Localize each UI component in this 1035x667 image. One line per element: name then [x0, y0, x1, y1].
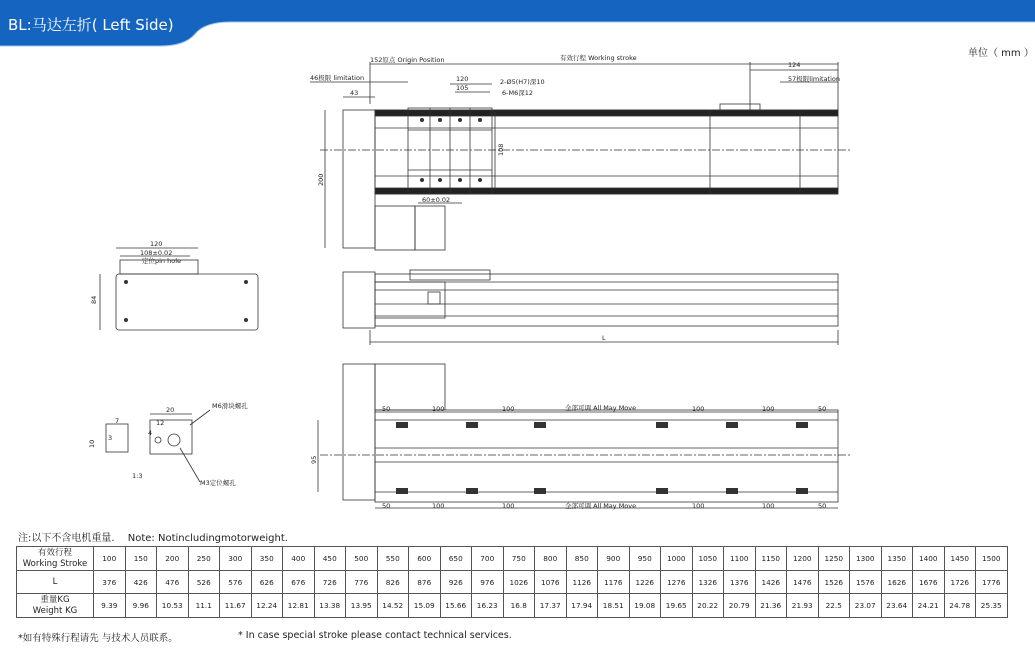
- cell-weight-21: 21.36: [755, 594, 787, 618]
- row-label-length: L: [17, 571, 94, 594]
- cell-weight-3: 11.1: [188, 594, 220, 618]
- cell-length-21: 1426: [755, 571, 787, 594]
- cell-weight-17: 19.08: [629, 594, 661, 618]
- carriage-pin-pitch: 108±0.02: [140, 249, 173, 257]
- cell-length-23: 1526: [818, 571, 850, 594]
- cell-weight-0: 9.39: [94, 594, 126, 618]
- dim-60: 60±0.02: [422, 196, 451, 204]
- cell-stroke-18: 1000: [661, 547, 693, 571]
- cell-length-22: 1476: [787, 571, 819, 594]
- cell-stroke-24: 1300: [850, 547, 882, 571]
- cell-weight-24: 23.07: [850, 594, 882, 618]
- cell-length-28: 1776: [976, 571, 1008, 594]
- cell-length-16: 1176: [598, 571, 630, 594]
- cell-weight-5: 12.24: [251, 594, 283, 618]
- cell-length-9: 826: [377, 571, 409, 594]
- table-row-stroke: [17, 547, 1008, 571]
- footer-cn: *如有特殊行程请先 与技术人员联系。: [18, 633, 178, 644]
- cell-length-11: 926: [440, 571, 472, 594]
- cell-weight-12: 16.23: [472, 594, 504, 618]
- spec-table: [16, 546, 1008, 618]
- cell-stroke-28: 1500: [976, 547, 1008, 571]
- cell-stroke-15: 850: [566, 547, 598, 571]
- cell-length-27: 1726: [944, 571, 976, 594]
- cell-length-17: 1226: [629, 571, 661, 594]
- cell-stroke-16: 900: [598, 547, 630, 571]
- cell-stroke-22: 1200: [787, 547, 819, 571]
- spacing-100-bottom-3: 100: [692, 502, 705, 510]
- page-title: BL:马达左折( Left Side): [8, 16, 174, 34]
- cell-stroke-12: 700: [472, 547, 504, 571]
- cell-stroke-17: 950: [629, 547, 661, 571]
- cell-weight-27: 24.78: [944, 594, 976, 618]
- cell-weight-14: 17.37: [535, 594, 567, 618]
- cell-weight-6: 12.81: [283, 594, 315, 618]
- nut-scale: 1:3: [132, 472, 143, 480]
- cell-length-7: 726: [314, 571, 346, 594]
- cell-length-26: 1676: [913, 571, 945, 594]
- nut-d7: 7: [115, 417, 120, 425]
- cell-weight-19: 20.22: [692, 594, 724, 618]
- cell-length-13: 1026: [503, 571, 535, 594]
- pin-note: 2-Ø5(H7)深10: [500, 78, 545, 86]
- dim-108: 108: [497, 143, 505, 156]
- cell-weight-7: 13.38: [314, 594, 346, 618]
- dim-43: 43: [350, 89, 359, 97]
- nut-m6-label: M6滑块螺孔: [212, 402, 248, 410]
- cell-length-8: 776: [346, 571, 378, 594]
- cell-weight-22: 21.93: [787, 594, 819, 618]
- cell-stroke-26: 1400: [913, 547, 945, 571]
- cell-length-24: 1576: [850, 571, 882, 594]
- cell-weight-25: 23.64: [881, 594, 913, 618]
- carriage-width: 120: [150, 240, 163, 248]
- spacing-100-bottom-4: 100: [762, 502, 775, 510]
- cell-stroke-2: 200: [157, 547, 189, 571]
- cell-length-5: 626: [251, 571, 283, 594]
- note-en: Note: Notincludingmotorweight.: [127, 533, 288, 544]
- cell-weight-9: 14.52: [377, 594, 409, 618]
- cell-weight-1: 9.96: [125, 594, 157, 618]
- screw-note: 6-M6深12: [502, 89, 533, 97]
- origin-position-label: 152原点 Origin Position: [370, 56, 445, 64]
- cell-weight-16: 18.51: [598, 594, 630, 618]
- nut-d3: 3: [108, 434, 113, 442]
- nut-d10: 10: [88, 439, 96, 448]
- spacing-50-right-bottom: 50: [818, 502, 827, 510]
- cell-length-12: 976: [472, 571, 504, 594]
- table-row-weight: [17, 594, 1008, 618]
- footer-en: * In case special stroke please contact technical services.: [238, 630, 512, 641]
- cell-stroke-0: 100: [94, 547, 126, 571]
- cell-stroke-13: 750: [503, 547, 535, 571]
- cell-stroke-8: 500: [346, 547, 378, 571]
- cell-weight-13: 16.8: [503, 594, 535, 618]
- cell-stroke-14: 800: [535, 547, 567, 571]
- carriage-pin-hole: 定位pin hole: [142, 257, 182, 265]
- cell-length-25: 1626: [881, 571, 913, 594]
- cell-stroke-27: 1450: [944, 547, 976, 571]
- dim-105: 105: [456, 84, 469, 92]
- cell-length-10: 876: [409, 571, 441, 594]
- cell-length-4: 576: [220, 571, 252, 594]
- length-label: L: [602, 334, 606, 342]
- carriage-height: 84: [90, 295, 98, 304]
- nut-d4: 4: [148, 429, 153, 437]
- spacing-100-top-3: 100: [692, 405, 705, 413]
- cell-weight-18: 19.65: [661, 594, 693, 618]
- spacing-100-top-4: 100: [762, 405, 775, 413]
- note-line: [18, 529, 298, 544]
- cell-weight-23: 22.5: [818, 594, 850, 618]
- cell-weight-4: 11.67: [220, 594, 252, 618]
- cell-stroke-23: 1250: [818, 547, 850, 571]
- dim-95: 95: [310, 455, 318, 464]
- cell-stroke-1: 150: [125, 547, 157, 571]
- cell-stroke-19: 1050: [692, 547, 724, 571]
- working-stroke-label: 有效行程 Working stroke: [560, 54, 637, 62]
- cell-stroke-4: 300: [220, 547, 252, 571]
- nut-d12: 12: [156, 419, 165, 427]
- spacing-100-top-1: 100: [432, 405, 445, 413]
- cell-weight-20: 20.79: [724, 594, 756, 618]
- cell-length-0: 376: [94, 571, 126, 594]
- nut-d20: 20: [166, 406, 175, 414]
- cell-length-20: 1376: [724, 571, 756, 594]
- limit-right-label: 57极限limitation: [788, 75, 841, 83]
- spacing-100-bottom-1: 100: [432, 502, 445, 510]
- spacing-100-bottom-2: 100: [502, 502, 515, 510]
- cell-stroke-21: 1150: [755, 547, 787, 571]
- cell-weight-28: 25.35: [976, 594, 1008, 618]
- cell-length-15: 1126: [566, 571, 598, 594]
- cell-length-18: 1276: [661, 571, 693, 594]
- cell-stroke-5: 350: [251, 547, 283, 571]
- dim-124: 124: [788, 61, 801, 69]
- row-label-stroke: 有效行程 Working Stroke: [17, 547, 94, 571]
- cell-length-2: 476: [157, 571, 189, 594]
- limit-left-label: 46极限 limitation: [310, 74, 365, 82]
- spacing-100-top-2: 100: [502, 405, 515, 413]
- cell-stroke-7: 450: [314, 547, 346, 571]
- cell-length-19: 1326: [692, 571, 724, 594]
- cell-length-1: 426: [125, 571, 157, 594]
- cell-stroke-6: 400: [283, 547, 315, 571]
- cell-length-6: 676: [283, 571, 315, 594]
- cell-stroke-25: 1350: [881, 547, 913, 571]
- cell-stroke-10: 600: [409, 547, 441, 571]
- cell-weight-8: 13.95: [346, 594, 378, 618]
- cell-weight-2: 10.53: [157, 594, 189, 618]
- cell-weight-26: 24.21: [913, 594, 945, 618]
- spacing-50-left-top: 50: [382, 405, 391, 413]
- cell-length-14: 1076: [535, 571, 567, 594]
- all-move-label-bottom: 全部可调 All May Move: [565, 502, 637, 510]
- cell-weight-11: 15.66: [440, 594, 472, 618]
- cell-stroke-9: 550: [377, 547, 409, 571]
- table-row-length: [17, 571, 1008, 594]
- cell-stroke-3: 250: [188, 547, 220, 571]
- cell-weight-10: 15.09: [409, 594, 441, 618]
- spacing-50-left-bottom: 50: [382, 502, 391, 510]
- cell-weight-15: 17.94: [566, 594, 598, 618]
- dim-120: 120: [456, 75, 469, 83]
- dim-200: 200: [317, 173, 325, 186]
- nut-m3-label: M3定位螺孔: [200, 479, 236, 487]
- spacing-50-right-top: 50: [818, 405, 827, 413]
- cell-stroke-11: 650: [440, 547, 472, 571]
- cell-stroke-20: 1100: [724, 547, 756, 571]
- all-move-label-top: 全部可调 All May Move: [565, 404, 637, 412]
- row-label-weight: 重量KG Weight KG: [17, 594, 94, 618]
- cell-length-3: 526: [188, 571, 220, 594]
- unit-label: 单位（ mm ）: [968, 48, 1034, 59]
- note-cn: 注:以下不含电机重量.: [18, 533, 115, 544]
